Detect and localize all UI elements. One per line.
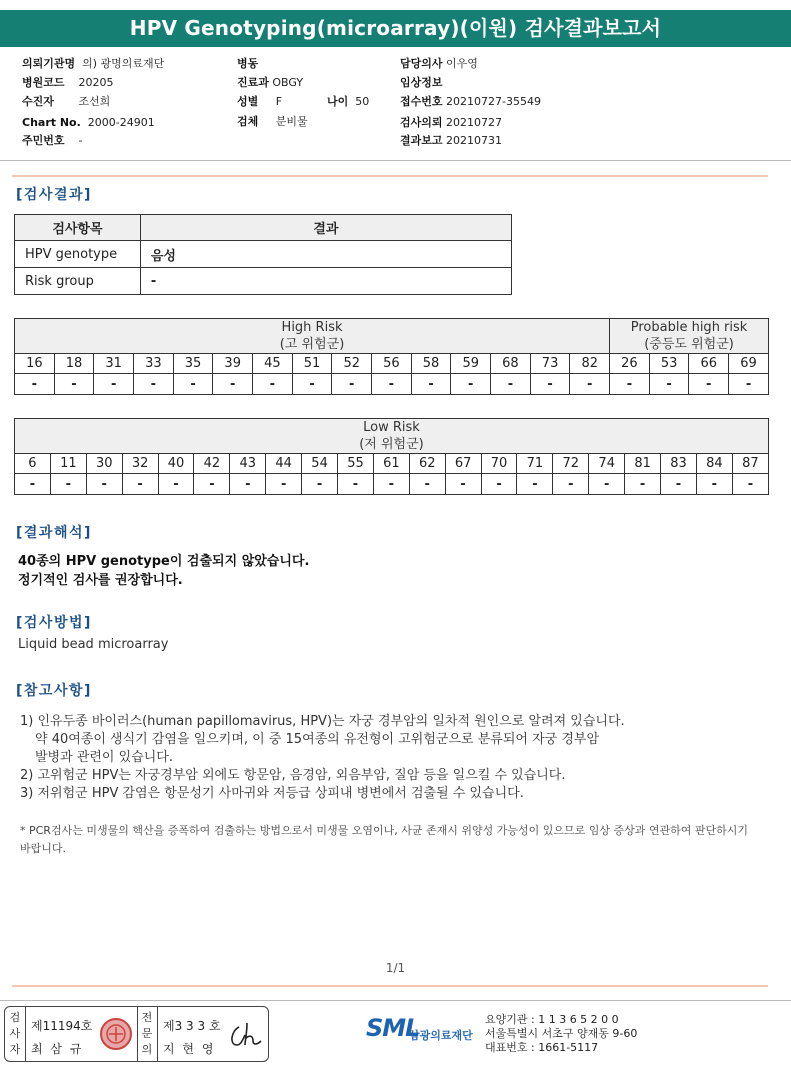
note-item: 2) 고위험군 HPV는 자궁경부암 외에도 항문암, 음경암, 외음부암, 질암 등을 일으킬 수 있습니다. xyxy=(20,768,566,783)
risk-cell: - xyxy=(134,374,174,395)
risk-cell: 40 xyxy=(158,454,194,474)
high-risk-title: High Risk xyxy=(281,320,343,335)
risk-cell: 32 xyxy=(122,454,158,474)
method-section-title: [검사방법] xyxy=(16,615,92,631)
doctor-label: 담당의사 xyxy=(400,57,443,70)
org-phone: 대표번호 : 1661-5117 xyxy=(485,1041,599,1054)
risk-cell: 42 xyxy=(194,454,230,474)
risk-cell: 26 xyxy=(610,354,650,374)
risk-cell: 84 xyxy=(696,454,732,474)
risk-cell: 35 xyxy=(173,354,213,374)
footer-divider xyxy=(12,985,768,987)
chart-no-value: 2000-24901 xyxy=(87,116,155,129)
risk-cell: - xyxy=(610,374,650,395)
risk-cell: - xyxy=(553,474,589,495)
risk-cell: 81 xyxy=(625,454,661,474)
low-risk-title: Low Risk xyxy=(363,420,420,435)
tester-name: 최 삼 규 xyxy=(31,1042,84,1056)
page-number: 1/1 xyxy=(385,961,406,975)
risk-cell: - xyxy=(158,474,194,495)
risk-cell: - xyxy=(338,474,374,495)
result-table xyxy=(14,214,512,295)
risk-cell: 51 xyxy=(292,354,332,374)
low-risk-subtitle: (저 위험군) xyxy=(359,437,424,452)
risk-cell: - xyxy=(86,474,122,495)
probable-risk-title: Probable high risk xyxy=(630,320,748,335)
note-item: 1) 인유두종 바이러스(human papillomavirus, HPV)는 자궁 경부암의 일차적 원인으로 알려져 있습니다. xyxy=(20,714,625,729)
divider xyxy=(25,1007,26,1061)
result-item: HPV genotype xyxy=(15,241,141,268)
note-item: 3) 저위험군 HPV 감염은 항문성기 사마귀와 저등급 상피내 병변에서 검출될 수 있습니다. xyxy=(20,786,524,801)
specimen-label: 검체 xyxy=(237,115,259,128)
risk-cell: 43 xyxy=(230,454,266,474)
risk-cell: - xyxy=(54,374,94,395)
risk-cell: - xyxy=(253,374,293,395)
risk-cell: 55 xyxy=(338,454,374,474)
institution-label: 의뢰기관명 xyxy=(22,57,76,70)
risk-cell: - xyxy=(689,374,729,395)
specimen-value: 분비물 xyxy=(275,115,308,128)
risk-cell: - xyxy=(661,474,697,495)
result-header-result: 결과 xyxy=(140,215,511,241)
risk-cell: 62 xyxy=(409,454,445,474)
risk-cell: - xyxy=(266,474,302,495)
risk-cell: - xyxy=(173,374,213,395)
ward-label: 병동 xyxy=(237,57,259,70)
result-value: - xyxy=(140,268,511,295)
risk-cell: - xyxy=(194,474,230,495)
risk-cell: - xyxy=(517,474,553,495)
risk-cell: 82 xyxy=(570,354,610,374)
risk-cell: 74 xyxy=(589,454,625,474)
note-item-cont: 발병과 관련이 있습니다. xyxy=(35,750,173,765)
department-label: 진료과 xyxy=(237,76,269,89)
table-row xyxy=(15,241,512,268)
tester-label: 검사자 xyxy=(9,1011,21,1056)
chart-no-label: Chart No. xyxy=(22,116,81,129)
risk-cell: 61 xyxy=(373,454,409,474)
risk-cell: 72 xyxy=(553,454,589,474)
risk-cell: - xyxy=(451,374,491,395)
interpretation-line: 정기적인 검사를 권장합니다. xyxy=(18,573,183,588)
high-risk-subtitle: (고 위험군) xyxy=(279,337,345,352)
interpretation-section-title: [결과해석] xyxy=(16,525,92,541)
risk-cell: - xyxy=(729,374,769,395)
hospital-code-label: 병원코드 xyxy=(22,76,65,89)
report-title: HPV Genotyping(microarray)(이원) 검사결과보고서 xyxy=(0,10,791,47)
notes-section-title: [참고사항] xyxy=(16,683,92,699)
results-section-title: [검사결과] xyxy=(16,187,92,203)
risk-cell: - xyxy=(481,474,517,495)
org-address: 서울특별시 서초구 양재동 9-60 xyxy=(485,1027,638,1040)
risk-cell: - xyxy=(649,374,689,395)
risk-cell: 67 xyxy=(445,454,481,474)
risk-cell: 66 xyxy=(689,354,729,374)
resident-no-label: 주민번호 xyxy=(22,134,65,147)
doctor-value: 이우영 xyxy=(446,57,478,70)
risk-cell: - xyxy=(94,374,134,395)
method-text: Liquid bead microarray xyxy=(18,637,169,652)
probable-risk-header xyxy=(610,319,769,354)
divider xyxy=(137,1007,138,1061)
interpretation-line: 40종의 HPV genotype이 검출되지 않았습니다. xyxy=(18,554,310,569)
low-risk-table xyxy=(14,418,769,495)
risk-cell: 30 xyxy=(86,454,122,474)
resident-no-value: - xyxy=(78,134,83,147)
risk-cell: 45 xyxy=(253,354,293,374)
age-label: 나이 xyxy=(327,95,349,108)
risk-cell: - xyxy=(332,374,372,395)
accession-value: 20210727-35549 xyxy=(446,95,541,108)
patient-label: 수진자 xyxy=(22,95,54,108)
risk-cell: 68 xyxy=(491,354,531,374)
risk-cell: 73 xyxy=(530,354,570,374)
clinical-label: 임상정보 xyxy=(400,76,443,89)
org-name: 삼광의료재단 xyxy=(409,1029,473,1042)
patient-value: 조선희 xyxy=(78,95,111,108)
sex-label: 성별 xyxy=(237,95,259,108)
risk-cell: 53 xyxy=(649,354,689,374)
reviewer-license: 제3 3 3 호 xyxy=(163,1019,221,1033)
risk-cell: - xyxy=(122,474,158,495)
footnote: * PCR검사는 미생물의 핵산을 증폭하여 검출하는 방법으로서 미생물 오염이나, 사균 존재시 위양성 가능성이 있으므로 임상 증상과 연관하여 판단하시기 바랍니다. xyxy=(20,824,748,855)
risk-cell: 33 xyxy=(134,354,174,374)
tester-license: 제11194호 xyxy=(31,1019,93,1033)
footer-rule xyxy=(0,1000,791,1001)
risk-cell: 16 xyxy=(15,354,55,374)
risk-cell: - xyxy=(372,374,412,395)
risk-cell: - xyxy=(15,474,51,495)
table-row xyxy=(15,268,512,295)
age-value: 50 xyxy=(355,95,370,108)
probable-risk-subtitle: (중등도 위험군) xyxy=(644,337,734,352)
logo-mark: SML xyxy=(366,1014,420,1042)
risk-cell: 87 xyxy=(732,454,768,474)
notes-list xyxy=(20,713,625,803)
info-divider xyxy=(0,160,791,161)
risk-cell: - xyxy=(589,474,625,495)
department-value: OBGY xyxy=(272,76,304,89)
risk-cell: - xyxy=(373,474,409,495)
divider xyxy=(157,1007,158,1061)
risk-cell: - xyxy=(696,474,732,495)
org-logo xyxy=(366,1014,486,1054)
result-header-item: 검사항목 xyxy=(15,215,141,241)
risk-cell: 44 xyxy=(266,454,302,474)
reviewer-name: 지 현 영 xyxy=(163,1042,216,1056)
risk-cell: 83 xyxy=(661,454,697,474)
risk-cell: - xyxy=(625,474,661,495)
risk-cell: 52 xyxy=(332,354,372,374)
institution-value: 의) 광명의료재단 xyxy=(82,57,165,70)
signature-icon xyxy=(227,1019,265,1051)
risk-cell: 11 xyxy=(50,454,86,474)
risk-cell: - xyxy=(491,374,531,395)
risk-cell: - xyxy=(15,374,55,395)
risk-cell: - xyxy=(530,374,570,395)
risk-cell: 71 xyxy=(517,454,553,474)
risk-cell: - xyxy=(50,474,86,495)
interpretation-text xyxy=(18,552,309,590)
risk-cell: - xyxy=(292,374,332,395)
risk-cell: 58 xyxy=(411,354,451,374)
signature-box xyxy=(4,1006,269,1062)
risk-cell: - xyxy=(570,374,610,395)
hospital-code-value: 20205 xyxy=(78,76,114,89)
risk-cell: - xyxy=(445,474,481,495)
risk-cell: - xyxy=(411,374,451,395)
org-info xyxy=(485,1013,637,1055)
section-divider xyxy=(12,175,768,177)
request-date-label: 검사의뢰 xyxy=(400,116,443,129)
note-item-cont: 약 40여종이 생식기 감염을 일으키며, 이 중 15여종의 유전형이 고위험군으로 분류되어 자궁 경부암 xyxy=(35,732,600,747)
risk-cell: - xyxy=(732,474,768,495)
seal-icon xyxy=(99,1017,133,1051)
risk-cell: - xyxy=(302,474,338,495)
org-care-no: 요양기관 : 1 1 3 6 5 2 0 0 xyxy=(485,1013,619,1026)
risk-cell: 54 xyxy=(302,454,338,474)
risk-cell: 18 xyxy=(54,354,94,374)
risk-cell: 6 xyxy=(15,454,51,474)
reviewer-label: 전문의 xyxy=(141,1011,153,1056)
accession-label: 접수번호 xyxy=(400,95,443,108)
risk-cell: 69 xyxy=(729,354,769,374)
risk-cell: 59 xyxy=(451,354,491,374)
risk-cell: 70 xyxy=(481,454,517,474)
risk-cell: - xyxy=(409,474,445,495)
risk-cell: - xyxy=(213,374,253,395)
risk-cell: 56 xyxy=(372,354,412,374)
risk-cell: 39 xyxy=(213,354,253,374)
result-item: Risk group xyxy=(15,268,141,295)
report-date-label: 결과보고 xyxy=(400,134,443,147)
request-date-value: 20210727 xyxy=(446,116,503,129)
low-risk-header xyxy=(15,419,769,454)
sex-value: F xyxy=(275,95,283,108)
risk-cell: - xyxy=(230,474,266,495)
risk-cell: 31 xyxy=(94,354,134,374)
report-date-value: 20210731 xyxy=(446,134,503,147)
high-risk-table xyxy=(14,318,769,395)
high-risk-header xyxy=(15,319,610,354)
result-value: 음성 xyxy=(140,241,511,268)
